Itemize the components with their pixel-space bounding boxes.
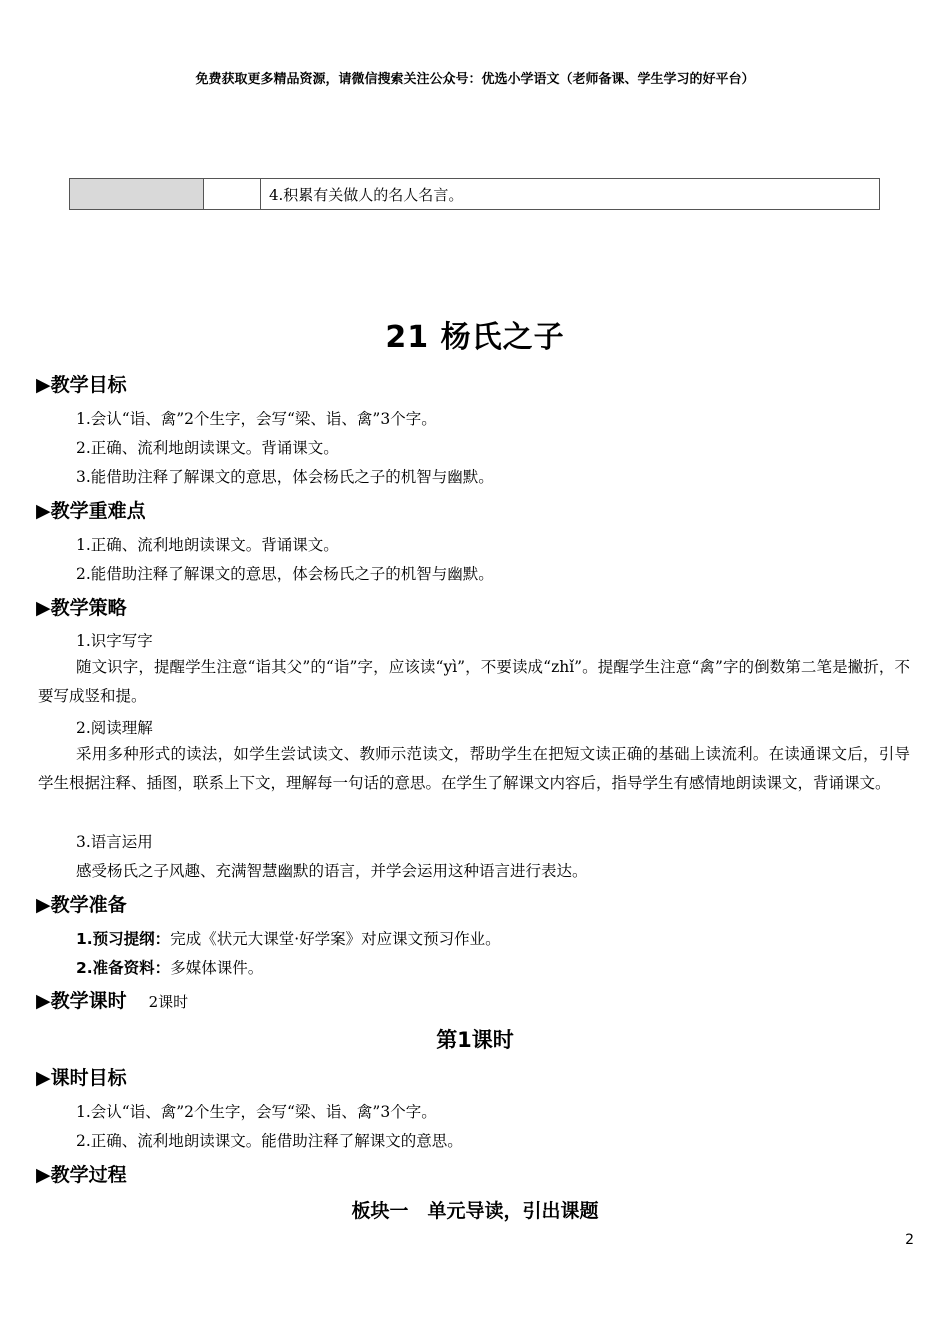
key-point-item: 2.能借助注释了解课文的意思，体会杨氏之子的机智与幽默。 — [76, 565, 494, 583]
block-title: 板块一 单元导读，引出课题 — [351, 1200, 599, 1222]
lesson-goal-item: 1.会认“诣、禽”2个生字，会写“梁、诣、禽”3个字。 — [76, 1103, 437, 1121]
lesson-title: 21 杨氏之子 — [385, 320, 565, 355]
strategy-paragraph: 采用多种形式的读法，如学生尝试读文、教师示范读文，帮助学生在把短文读正确的基础上读流利。在读通课文后，引导学生根据注释、插图，联系上下文，理解每一句话的意思。在学生了解课文内容后，指导学生有感情地朗读课文，背诵课文。 — [38, 745, 910, 792]
prep-item-text: 多媒体课件。 — [170, 959, 264, 977]
section-heading-prep: ▶教学准备 — [36, 894, 127, 916]
section-heading-process: ▶教学过程 — [36, 1164, 127, 1186]
prep-item — [76, 927, 501, 949]
section-heading-goals: ▶教学目标 — [36, 374, 127, 396]
section-heading-lesson-goals: ▶课时目标 — [36, 1067, 127, 1089]
prep-item-label: 1.预习提纲： — [76, 930, 171, 948]
lesson-period-title: 第1课时 — [436, 1028, 514, 1052]
goal-item: 2.正确、流利地朗读课文。背诵课文。 — [76, 439, 339, 457]
carryover-table — [69, 178, 880, 210]
hours-value: 2课时 — [148, 993, 189, 1011]
prep-item-label: 2.准备资料： — [76, 959, 171, 977]
strategy-paragraph: 随文识字，提醒学生注意“诣其父”的“诣”字，应该读“yì”，不要读成“zhǐ”。提醒学生注意“禽”字的倒数第二笔是撇折，不要写成竖和提。 — [38, 658, 910, 705]
strategy-paragraph: 感受杨氏之子风趣、充满智慧幽默的语言，并学会运用这种语言进行表达。 — [76, 862, 588, 880]
section-heading-key-points: ▶教学重难点 — [36, 500, 146, 522]
strategy-subtitle: 3.语言运用 — [76, 833, 153, 851]
table-row — [70, 179, 880, 210]
goal-item: 3.能借助注释了解课文的意思，体会杨氏之子的机智与幽默。 — [76, 468, 494, 486]
table-cell-label — [70, 179, 204, 210]
prep-item — [76, 956, 263, 978]
table-cell-empty — [204, 179, 261, 210]
section-heading-strategy: ▶教学策略 — [36, 597, 127, 619]
prep-item-text: 完成《状元大课堂·好学案》对应课文预习作业。 — [170, 930, 501, 948]
table-cell-text: 4.积累有关做人的名人名言。 — [261, 179, 880, 210]
page-header-notice: 免费获取更多精品资源，请微信搜索关注公众号：优选小学语文（老师备课、学生学习的好平台） — [195, 72, 755, 87]
hours-heading: ▶教学课时 — [36, 990, 127, 1012]
lesson-goal-item: 2.正确、流利地朗读课文。能借助注释了解课文的意思。 — [76, 1132, 463, 1150]
section-heading-hours — [36, 986, 188, 1013]
goal-item: 1.会认“诣、禽”2个生字，会写“梁、诣、禽”3个字。 — [76, 410, 437, 428]
strategy-subtitle: 2.阅读理解 — [76, 719, 153, 737]
page-number: 2 — [905, 1232, 914, 1248]
strategy-subtitle: 1.识字写字 — [76, 632, 153, 650]
key-point-item: 1.正确、流利地朗读课文。背诵课文。 — [76, 536, 339, 554]
